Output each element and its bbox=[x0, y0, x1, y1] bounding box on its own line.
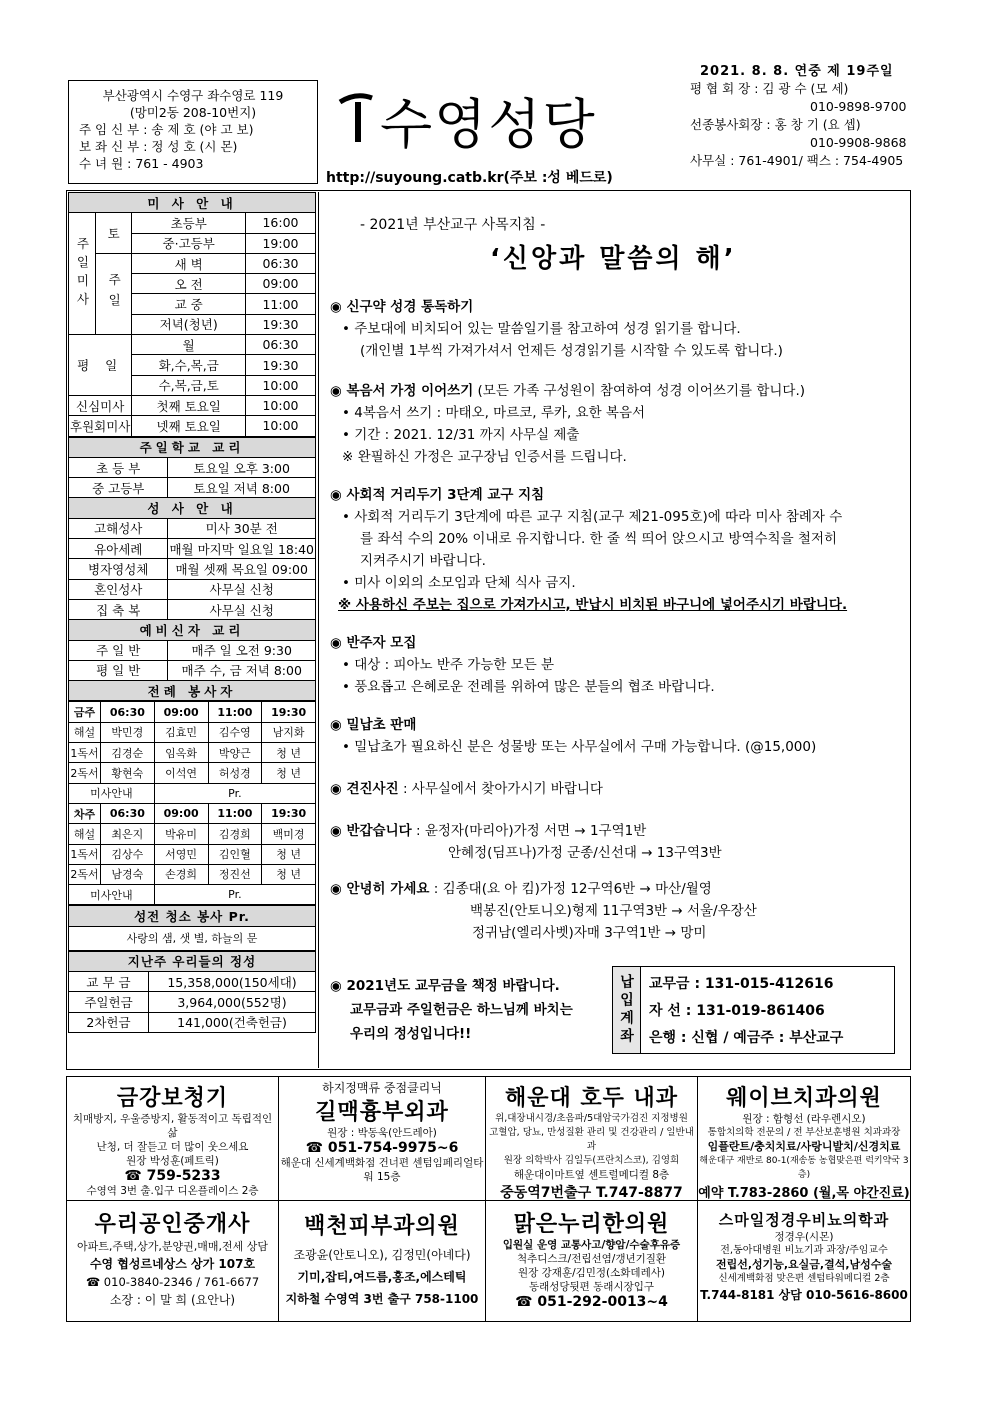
ad-title: 해운대 호두 내과 bbox=[504, 1086, 679, 1111]
ad-title: 스마일정경우비뇨의학과 bbox=[718, 1211, 890, 1229]
notice-heading: ◉ 복음서 가정 이어쓰기 bbox=[330, 383, 474, 399]
mass-name: 수,목,금,토 bbox=[132, 375, 246, 395]
servers-cell: 2독서 bbox=[69, 864, 101, 884]
ad-line: 난청, 더 잘듣고 더 많이 웃으세요 bbox=[96, 1141, 249, 1153]
ad-line: 임플란트/충치치료/사랑니발치/신경치료 bbox=[707, 1140, 901, 1153]
servers-cell: 김경순 bbox=[101, 743, 155, 763]
servers-cell: 김상수 bbox=[101, 844, 155, 864]
mass-name: 오 전 bbox=[132, 274, 246, 294]
mass-name: 화,수,목,금 bbox=[132, 355, 246, 375]
servers-cell: 남지화 bbox=[262, 722, 316, 742]
notice-candles bbox=[330, 714, 905, 758]
servers-cell: 2독서 bbox=[69, 763, 101, 783]
servers-cell: 김수영 bbox=[208, 722, 262, 742]
notice-bible-reading bbox=[330, 296, 905, 362]
notice-heading: ◉ 밀납초 판매 bbox=[330, 717, 417, 733]
servers-cell: 정진선 bbox=[208, 864, 262, 884]
office-contact: 사무실 : 761-4901/ 팩스 : 754-4905 bbox=[690, 153, 904, 168]
guide-value: Pr. bbox=[154, 783, 315, 803]
ad-phone: 예약 T.783-2860 (월,목 야간진료) bbox=[698, 1186, 910, 1201]
ad-phone: ☎ 051-292-0013~4 bbox=[515, 1294, 668, 1310]
cleaning-groups: 사랑의 샘, 샛 별, 하늘의 문 bbox=[69, 926, 316, 950]
ad-line: 소장 : 이 말 희 (요안나) bbox=[109, 1293, 236, 1307]
sacrament-name: 유아세례 bbox=[69, 539, 168, 559]
notice-line: (개인별 1부씩 가져가셔서 언제든 성경읽기를 시작할 수 있도록 합니다.) bbox=[360, 343, 783, 359]
offering-label: 주일헌금 bbox=[69, 992, 149, 1012]
sunday-mass-label: 주일미사 bbox=[69, 213, 96, 335]
school-table bbox=[68, 437, 316, 702]
account-dues: 교무금 : 131-015-412616 bbox=[649, 976, 834, 992]
ad-hearing-aid[interactable] bbox=[67, 1077, 279, 1201]
cleaning-table bbox=[68, 905, 316, 950]
servers-cell: 청 년 bbox=[262, 763, 316, 783]
notice-line: 안혜정(딤프나)가정 군종/신선대 → 13구역3반 bbox=[448, 845, 722, 861]
notice-line: • 미사 이외의 소모임과 단체 식사 금지. bbox=[342, 575, 576, 591]
servers-cell: 손경희 bbox=[154, 864, 208, 884]
ad-line: 하지정맥류 중점클리닉 bbox=[322, 1081, 442, 1095]
mass-name: 교 중 bbox=[132, 294, 246, 314]
special-mass-time: 10:00 bbox=[246, 395, 316, 415]
servers-table bbox=[68, 701, 316, 905]
servers-cell: 박유미 bbox=[154, 824, 208, 844]
notice-line: 교무금과 주일헌금은 하느님께 바치는 bbox=[350, 1002, 573, 1018]
president-phone: 010-9898-9700 bbox=[810, 99, 907, 114]
school-group: 중 고등부 bbox=[69, 478, 168, 498]
special-mass-time: 10:00 bbox=[246, 416, 316, 436]
notice-line: 를 좌석 수의 20% 이내로 유지합니다. 한 줄 씩 띄어 앉으시고 방역수칙을 철저히 bbox=[360, 531, 838, 547]
mass-time: 09:00 bbox=[246, 274, 316, 294]
mass-time: 06:30 bbox=[246, 253, 316, 273]
ad-line: 고혈압, 당뇨, 만성질환 관리 및 건강관리 / 일반내과 bbox=[489, 1127, 694, 1152]
ad-realtor[interactable] bbox=[67, 1201, 279, 1321]
notice-line: 백봉진(안토니오)형제 11구역3반 → 서울/우장산 bbox=[470, 903, 757, 919]
ad-line: 위,대장내시경/초음파/5대암국가검진 지정병원 bbox=[495, 1113, 688, 1124]
ad-line: 원장 : 함형선 (라우렌시오) bbox=[742, 1113, 866, 1125]
servers-cell: 해설 bbox=[69, 722, 101, 742]
ad-line: 아파트,주택,상가,분양권,매매,전세 상담 bbox=[77, 1240, 268, 1253]
convent: 수 녀 원 : 761 - 4903 bbox=[79, 156, 204, 171]
account-side-label: 납입계좌 bbox=[613, 967, 641, 1053]
assistant-priest: 보 좌 신 부 : 정 성 호 (시 몬) bbox=[79, 139, 238, 154]
section-title: 예비신자 교리 bbox=[69, 620, 316, 640]
sunday-label: 주일 bbox=[95, 253, 132, 334]
offering-value: 3,964,000(552명) bbox=[149, 992, 316, 1012]
council-president: 평 협 회 장 : 김 광 수 (모 세) bbox=[690, 81, 849, 96]
ad-line: 원장 강재훈/김민정(소화데레사) bbox=[518, 1267, 665, 1279]
council-info bbox=[690, 80, 910, 184]
notice-heading: ◉ 안녕히 가세요 bbox=[330, 881, 430, 897]
ad-internal-medicine[interactable] bbox=[486, 1077, 698, 1201]
notice-gospel-writing bbox=[330, 380, 905, 468]
pastoral-title: ‘신앙과 말씀의 해’ bbox=[490, 244, 737, 274]
mass-name: 초등부 bbox=[132, 213, 246, 233]
ad-line: 입원실 운영 교통사고/향암/수술후유증 bbox=[502, 1239, 681, 1251]
servers-cell: 1독서 bbox=[69, 743, 101, 763]
notice-heading: ◉ 견진사진 bbox=[330, 781, 399, 797]
servers-cell: 19:30 bbox=[262, 803, 316, 823]
section-title: 성전 청소 봉사 Pr. bbox=[69, 906, 316, 926]
mass-name: 중·고등부 bbox=[132, 233, 246, 253]
school-group: 초 등 부 bbox=[69, 457, 168, 477]
servers-cell: 임옥화 bbox=[154, 743, 208, 763]
account-bank: 은행 : 신협 / 예금주 : 부산교구 bbox=[649, 1030, 844, 1046]
mass-time: 19:30 bbox=[246, 355, 316, 375]
ad-thoracic-clinic[interactable] bbox=[279, 1077, 486, 1201]
servers-cell: 남경숙 bbox=[101, 864, 155, 884]
servers-cell: 06:30 bbox=[101, 702, 155, 722]
ad-line: 기미,잡티,여드름,홍조,에스테틱 bbox=[297, 1270, 467, 1284]
ad-line: 전,동아대병원 비뇨기과 과장/주임교수 bbox=[720, 1245, 888, 1256]
mass-time: 11:00 bbox=[246, 294, 316, 314]
ad-line: 동래성당뒷편 동래시장입구 bbox=[528, 1281, 655, 1293]
servers-cell: 09:00 bbox=[154, 803, 208, 823]
ad-line: 조광윤(안토니오), 김정민(아녜다) bbox=[293, 1248, 471, 1262]
notice-note: (모든 가족 구성원이 참여하여 성경 이어쓰기를 합니다.) bbox=[473, 383, 806, 399]
notice-welcome bbox=[330, 820, 905, 864]
section-title: 지난주 우리들의 정성 bbox=[69, 951, 316, 971]
special-mass-day: 넷째 토요일 bbox=[132, 416, 246, 436]
mass-time: 19:00 bbox=[246, 233, 316, 253]
notice-heading: ◉ 반갑습니다 bbox=[330, 823, 412, 839]
parish-logo: 수영성당 bbox=[380, 93, 597, 156]
servers-cell: 최은지 bbox=[101, 824, 155, 844]
ad-line: 전립선,성기능,요실금,결석,남성수술 bbox=[715, 1258, 893, 1271]
notice-dues bbox=[330, 974, 605, 1046]
funeral-president: 선종봉사회장 : 홍 창 기 (요 셉) bbox=[690, 117, 861, 132]
notice-line: • 풍요롭고 은혜로운 전례를 위하여 많은 분들의 협조 바랍니다. bbox=[342, 679, 715, 695]
offering-table bbox=[68, 951, 316, 1033]
column-divider bbox=[318, 192, 319, 1068]
ad-dermatology[interactable] bbox=[279, 1201, 486, 1321]
servers-cell: 청 년 bbox=[262, 743, 316, 763]
ad-line: 해운대 신세계백화점 건너편 센텀임페리얼타워 15층 bbox=[280, 1157, 484, 1183]
notice-note: : 사무실에서 찾아가시기 바랍니다 bbox=[398, 781, 603, 797]
servers-cell: 청 년 bbox=[262, 844, 316, 864]
notice-distancing bbox=[330, 484, 905, 616]
ad-line: 해운대구 재반로 80-1(재송동 농협맞은편 럭키약국 3층) bbox=[699, 1156, 909, 1180]
servers-cell: 서영민 bbox=[154, 844, 208, 864]
servers-cell: 11:00 bbox=[208, 803, 262, 823]
ads-section bbox=[66, 1076, 911, 1322]
servers-cell: 박민경 bbox=[101, 722, 155, 742]
notice-line: • 사회적 거리두기 3단계에 따른 교구 지침(교구 제21-095호)에 따라 미사 참례자 수 bbox=[342, 509, 843, 525]
weekday-label: 평 일 bbox=[69, 335, 132, 396]
notice-line: • 주보대에 비치되어 있는 말씀일기를 참고하여 성경 읽기를 합니다. bbox=[342, 321, 741, 337]
sacrament-name: 고해성사 bbox=[69, 518, 168, 538]
parish-url[interactable]: http://suyoung.catb.kr(주보 :성 베드로) bbox=[326, 170, 613, 186]
mass-name: 월 bbox=[132, 335, 246, 355]
sacrament-name: 집 축 복 bbox=[69, 599, 168, 619]
notice-line: • 대상 : 피아노 반주 가능한 모든 분 bbox=[342, 657, 555, 673]
servers-cell: 차주 bbox=[69, 803, 101, 823]
bulletin-note: ※ 사용하신 주보는 집으로 가져가시고, 반납시 비치된 바구니에 넣어주시기 바랍니다. bbox=[338, 597, 848, 613]
sacrament-time: 사무실 신청 bbox=[168, 579, 316, 599]
section-title: 전례 봉사자 bbox=[69, 681, 316, 701]
mass-name: 새 벽 bbox=[132, 253, 246, 273]
servers-cell: 09:00 bbox=[154, 702, 208, 722]
funeral-phone: 010-9908-9868 bbox=[810, 135, 907, 150]
ad-line: 정경우(시몬) bbox=[774, 1231, 834, 1243]
sacrament-time: 미사 30분 전 bbox=[168, 518, 316, 538]
left-column bbox=[68, 192, 316, 1033]
section-title: 성 사 안 내 bbox=[69, 498, 316, 518]
ad-title: 맑은누리한의원 bbox=[513, 1212, 670, 1237]
ad-line: 치매방지, 우울증방지, 활동적이고 독립적인 삶 bbox=[72, 1113, 273, 1139]
servers-cell: 김인혈 bbox=[208, 844, 262, 864]
ad-line: 수영역 3번 출.입구 디온플레이스 2층 bbox=[86, 1185, 259, 1197]
ad-line: 해운대이마트옆 센트럴메디컬 8층 bbox=[513, 1169, 670, 1181]
special-mass-day: 첫째 토요일 bbox=[132, 395, 246, 415]
ad-title: 백천피부과의원 bbox=[304, 1214, 460, 1239]
servers-cell: 박양근 bbox=[208, 743, 262, 763]
ad-phone: T.744-8181 상담 010-5616-8600 bbox=[700, 1288, 908, 1302]
servers-cell: 김효민 bbox=[154, 722, 208, 742]
ad-line: 원장 : 박동욱(안드레아) bbox=[327, 1127, 437, 1139]
offering-value: 15,358,000(150세대) bbox=[149, 971, 316, 991]
servers-cell: 11:00 bbox=[208, 702, 262, 722]
ad-phone: ☎ 051-754-9975~6 bbox=[305, 1140, 459, 1156]
diocese-subtitle: - 2021년 부산교구 사목지침 - bbox=[360, 217, 546, 233]
notice-line: • 밀납초가 필요하신 분은 성물방 또는 사무실에서 구매 가능합니다. (@15,000) bbox=[342, 739, 817, 755]
ad-line: 수영 협성르네상스 상가 107호 bbox=[89, 1257, 256, 1271]
servers-cell: 해설 bbox=[69, 824, 101, 844]
notice-farewell bbox=[330, 878, 905, 944]
ad-title: 금강보청기 bbox=[116, 1086, 229, 1111]
servers-cell: 1독서 bbox=[69, 844, 101, 864]
sacrament-time: 사무실 신청 bbox=[168, 599, 316, 619]
ad-title: 웨이브치과의원 bbox=[726, 1086, 882, 1111]
notice-heading: ◉ 사회적 거리두기 3단계 교구 지침 bbox=[330, 487, 545, 503]
offering-label: 2차헌금 bbox=[69, 1012, 149, 1032]
sacrament-name: 병자영성체 bbox=[69, 559, 168, 579]
section-title: 미 사 안 내 bbox=[69, 193, 316, 213]
notice-line: 우리의 정성입니다!! bbox=[350, 1026, 472, 1042]
guide-label: 미사안내 bbox=[69, 885, 155, 905]
servers-cell: 06:30 bbox=[101, 803, 155, 823]
sacrament-name: 혼인성사 bbox=[69, 579, 168, 599]
ad-phone: ☎ 010-3840-2346 / 761-6677 bbox=[85, 1275, 260, 1289]
ad-urology[interactable] bbox=[698, 1201, 910, 1321]
mass-time: 19:30 bbox=[246, 314, 316, 334]
ad-title: 길맥흉부외과 bbox=[315, 1100, 449, 1125]
offering-label: 교 무 금 bbox=[69, 971, 149, 991]
ad-line: 원장 의학박사 김일두(프란치스코), 김영희 bbox=[503, 1155, 680, 1166]
ad-line: 원장 박성훈(페트릭) bbox=[126, 1155, 219, 1167]
sacrament-time: 매월 셋째 목요일 09:00 bbox=[168, 559, 316, 579]
mass-time: 06:30 bbox=[246, 335, 316, 355]
notice-line: : 김종대(요 아 킴)가정 12구역6반 → 마산/월영 bbox=[429, 881, 712, 897]
servers-cell: 이석연 bbox=[154, 763, 208, 783]
mass-time: 16:00 bbox=[246, 213, 316, 233]
notice-line: 지켜주시기 바랍니다. bbox=[360, 553, 486, 569]
section-title: 주일학교 교리 bbox=[69, 437, 316, 457]
notice-heading: ◉ 2021년도 교무금을 책정 바랍니다. bbox=[330, 978, 560, 994]
catechism-time: 매주 일 오전 9:30 bbox=[168, 640, 316, 660]
servers-cell: 황현숙 bbox=[101, 763, 155, 783]
notice-line: 정귀남(엘리사벳)자매 3구역1반 → 망미 bbox=[472, 925, 707, 941]
account-charity: 자 선 : 131-019-861406 bbox=[649, 1003, 825, 1019]
school-time: 토요일 저녁 8:00 bbox=[168, 478, 316, 498]
catechism-class: 평 일 반 bbox=[69, 660, 168, 680]
parish-info bbox=[68, 80, 318, 184]
ad-dental[interactable] bbox=[698, 1077, 910, 1201]
guide-label: 미사안내 bbox=[69, 783, 155, 803]
ad-line: 신세계백화점 맞은편 센텀타워메디컬 2층 bbox=[718, 1273, 890, 1284]
notice-line: • 4복음서 쓰기 : 마태오, 마르코, 루카, 요한 복음서 bbox=[342, 405, 646, 421]
saturday-label: 토 bbox=[95, 213, 132, 254]
notice-line: ※ 완필하신 가정은 교구장님 인증서를 드립니다. bbox=[342, 449, 627, 465]
servers-cell: 김경희 bbox=[208, 824, 262, 844]
ad-phone: 지하철 수영역 3번 출구 758-1100 bbox=[285, 1292, 479, 1306]
catechism-class: 주 일 반 bbox=[69, 640, 168, 660]
sacrament-time: 매월 마지막 일요일 18:40 bbox=[168, 539, 316, 559]
mass-table bbox=[68, 192, 316, 437]
ad-line: 척추디스크/전립선염/갱년기질환 bbox=[516, 1253, 667, 1265]
notice-line: : 윤정자(마리아)가정 서면 → 1구역1반 bbox=[411, 823, 647, 839]
ad-oriental-clinic[interactable] bbox=[486, 1201, 698, 1321]
pastor: 주 임 신 부 : 송 제 호 (야 고 보) bbox=[79, 122, 254, 137]
mass-time: 10:00 bbox=[246, 375, 316, 395]
special-mass-name: 후원회미사 bbox=[69, 416, 132, 436]
servers-cell: 청 년 bbox=[262, 864, 316, 884]
ad-line: 통합치의학 전문의 / 전 부산보훈병원 치과과장 bbox=[707, 1127, 901, 1138]
address-line: 부산광역시 수영구 좌수영로 119 bbox=[102, 88, 284, 103]
notice-confirmation-photo bbox=[330, 778, 905, 800]
servers-cell: 금주 bbox=[69, 702, 101, 722]
guide-value: Pr. bbox=[154, 885, 315, 905]
special-mass-name: 신심미사 bbox=[69, 395, 132, 415]
address-line: (망미2동 208-10번지) bbox=[129, 105, 257, 120]
catechism-time: 매주 수, 금 저녁 8:00 bbox=[168, 660, 316, 680]
ad-phone: ☎ 759-5233 bbox=[124, 1168, 221, 1184]
offering-value: 141,000(건축헌금) bbox=[149, 1012, 316, 1032]
notice-heading: ◉ 반주자 모집 bbox=[330, 635, 417, 651]
servers-cell: 백미경 bbox=[262, 824, 316, 844]
issue-date: 2021. 8. 8. 연중 제 19주일 bbox=[700, 64, 894, 79]
ad-phone: 중동역7번출구 T.747-8877 bbox=[500, 1185, 683, 1201]
mass-name: 저녁(청년) bbox=[132, 314, 246, 334]
notice-line: • 기간 : 2021. 12/31 까지 사무실 제출 bbox=[342, 427, 580, 443]
servers-cell: 허성경 bbox=[208, 763, 262, 783]
notice-accompanist bbox=[330, 632, 905, 698]
payment-account-box bbox=[612, 966, 895, 1054]
notice-heading: ◉ 신구약 성경 통독하기 bbox=[330, 299, 474, 315]
school-time: 토요일 오후 3:00 bbox=[168, 457, 316, 477]
ad-title: 우리공인중개사 bbox=[94, 1212, 251, 1237]
servers-cell: 19:30 bbox=[262, 702, 316, 722]
